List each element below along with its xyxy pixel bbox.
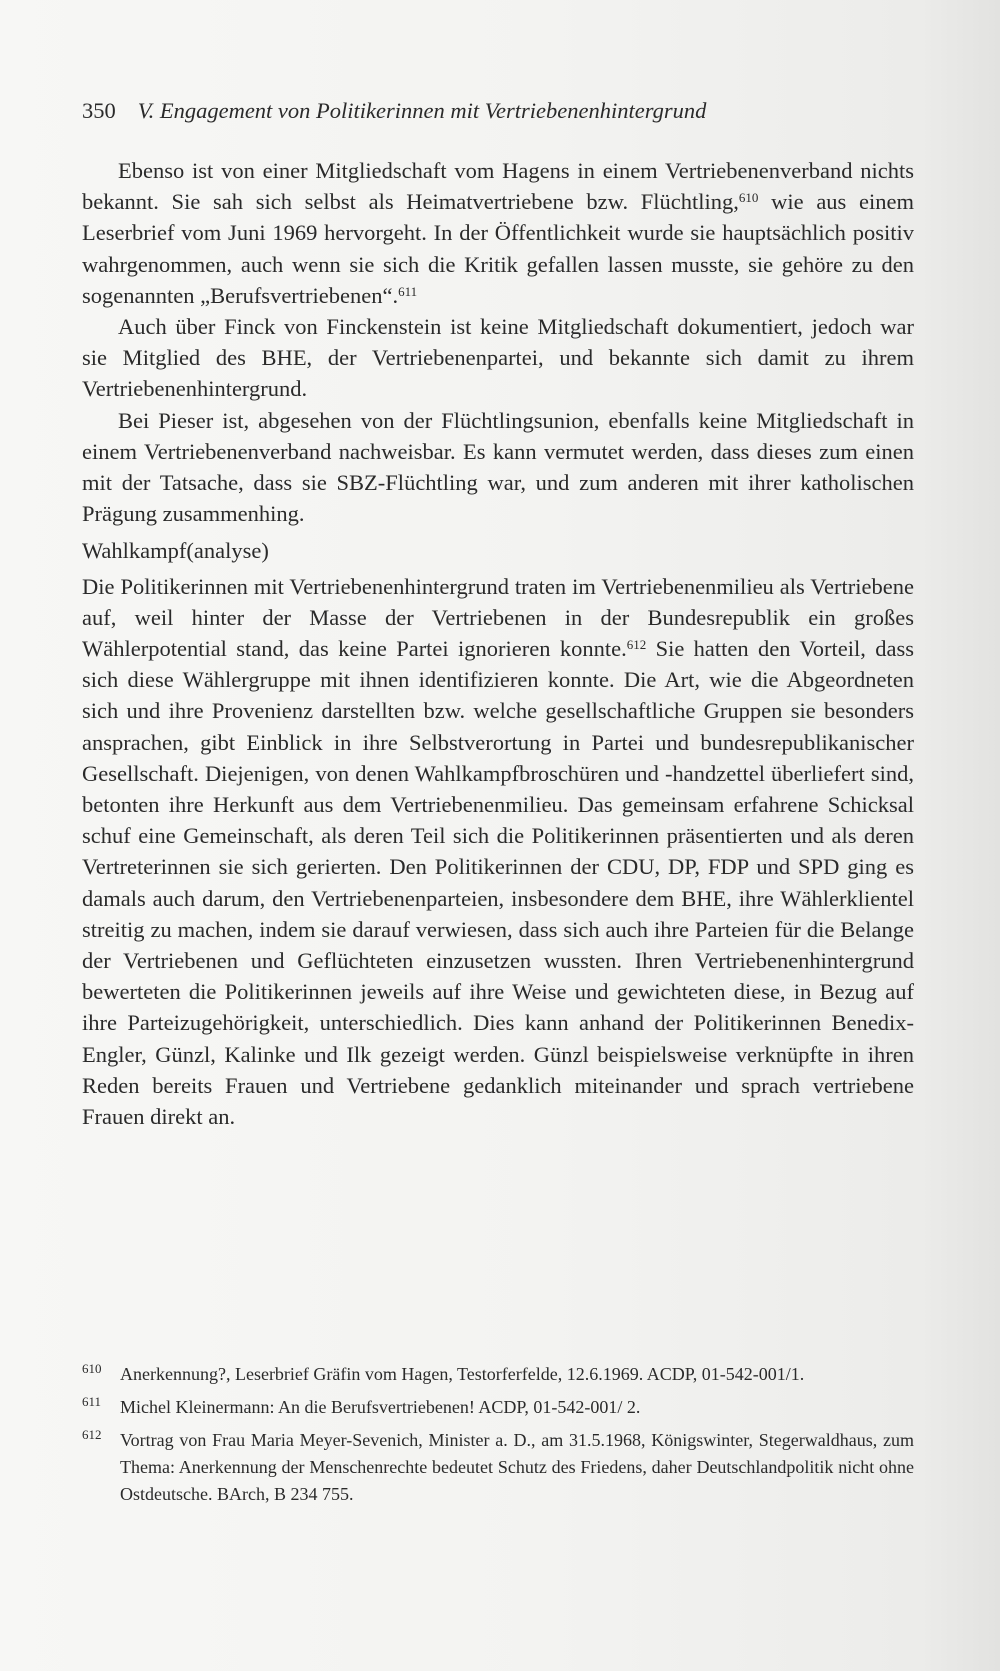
page-number: 350 (82, 98, 116, 123)
footnote-text: Vortrag von Frau Maria Meyer-Sevenich, Minister a. D., am 31.5.1968, Königswinter, Stegerwaldhaus, zum Thema: Anerkennung der Menschenrechte bedeutet Schutz des Friedens, daher Deutschlandpolitik nicht ohne Ostdeutsche. BArch, B 234 755. (120, 1430, 914, 1504)
paragraph-4-text-a: Die Politikerinnen mit Vertriebenenhintergrund traten im Vertriebenenmilieu als Vertriebene auf, weil hinter der Masse der Vertriebenen in der Bundesrepublik ein großes Wählerpotential stand, das keine Partei ignorieren konnte. (82, 573, 914, 662)
main-text (82, 155, 914, 1132)
footnote-number: 611 (82, 1394, 102, 1409)
paragraph-3: Bei Pieser ist, abgesehen von der Flüchtlingsunion, ebenfalls keine Mitgliedschaft in einem Vertriebenenverband nachweisbar. Es kann vermutet werden, dass dieses zum einen mit der Tatsache, dass sie SBZ-Flüchtling war, und zum anderen mit ihrer katholischen Prägung zusammenhing. (82, 407, 914, 527)
footnote-610 (82, 1361, 914, 1388)
footnote-text: Anerkennung?, Leserbrief Gräfin vom Hagen, Testorferfelde, 12.6.1969. ACDP, 01-542-001/1. (120, 1364, 805, 1384)
running-title: V. Engagement von Politikerinnen mit Vertriebenenhintergrund (137, 98, 707, 123)
footnote-number: 610 (82, 1361, 102, 1376)
footnote-number: 612 (82, 1427, 102, 1442)
paragraph-4 (82, 571, 914, 1133)
paragraph-4-text-b: Sie hatten den Vorteil, dass sich diese Wählergruppe mit ihnen identifizieren konnte. Die Art, wie die Abgeordneten sich und ihre Provenienz darstellten bzw. welche gesellschaftliche Gruppen sie besonders ansprachen, gibt Einblick in ihre Selbstverortung in Partei und bundesrepublikanischer Gesellschaft. Diejenigen, von denen Wahlkampfbroschüren und -handzettel überliefert sind, betonten ihre Herkunft aus dem Vertriebenenmilieu. Das gemeinsam erfahrene Schicksal schuf eine Gemeinschaft, als deren Teil sich die Politikerinnen präsentierten und als deren Vertreterinnen sie sich gerierten. Den Politikerinnen der CDU, DP, FDP und SPD ging es damals auch darum, den Vertriebenenparteien, insbesondere dem BHE, ihre Wählerklientel streitig zu machen, indem sie darauf verwiesen, dass sich auch ihre Parteien für die Belange der Vertriebenen und Geflüchteten einzusetzen wussten. Ihren Vertriebenenhintergrund bewerteten die Politikerinnen jeweils auf ihre Weise und gewichteten diese, in Bezug auf ihre Parteizugehörigkeit, unterschiedlich. Dies kann anhand der Politikerinnen Benedix-Engler, Günzl, Kalinke und Ilk gezeigt werden. Günzl beispielsweise verknüpfte in ihren Reden bereits Frauen und Vertriebene gedanklich miteinander und sprach vertriebene Frauen direkt an. (82, 636, 915, 1130)
paragraph-1 (82, 155, 914, 311)
footnote-612 (82, 1427, 914, 1508)
paragraph-1-text-a: Ebenso ist von einer Mitgliedschaft vom Hagens in einem Vertriebenenverband nichts bekannt. Sie sah sich selbst als Heimatvertriebene bzw. Flüchtling, (82, 158, 914, 215)
footnotes (82, 1361, 914, 1514)
footnote-text: Michel Kleinermann: An die Berufsvertriebenen! ACDP, 01-542-001/ 2. (120, 1397, 641, 1417)
footnote-ref-610[interactable]: 610 (738, 190, 759, 206)
footnote-ref-612[interactable]: 612 (626, 637, 647, 653)
section-heading: Wahlkampf(analyse) (82, 538, 269, 564)
paragraph-2: Auch über Finck von Finckenstein ist keine Mitgliedschaft dokumentiert, jedoch war sie Mitglied des BHE, der Vertriebenenpartei, und bekannte sich damit zu ihrem Vertriebenenhintergrund. (82, 314, 914, 402)
footnote-611 (82, 1394, 914, 1421)
paragraph-1-text-b: wie aus einem Leserbrief vom Juni 1969 hervorgeht. In der Öffentlichkeit wurde sie hauptsächlich positiv wahrgenommen, auch wenn sie sich die Kritik gefallen lassen musste, sie gehöre zu den sogenannten „Berufsvertriebenen“. (82, 189, 914, 308)
footnote-ref-611[interactable]: 611 (398, 283, 418, 299)
running-header (82, 95, 912, 127)
